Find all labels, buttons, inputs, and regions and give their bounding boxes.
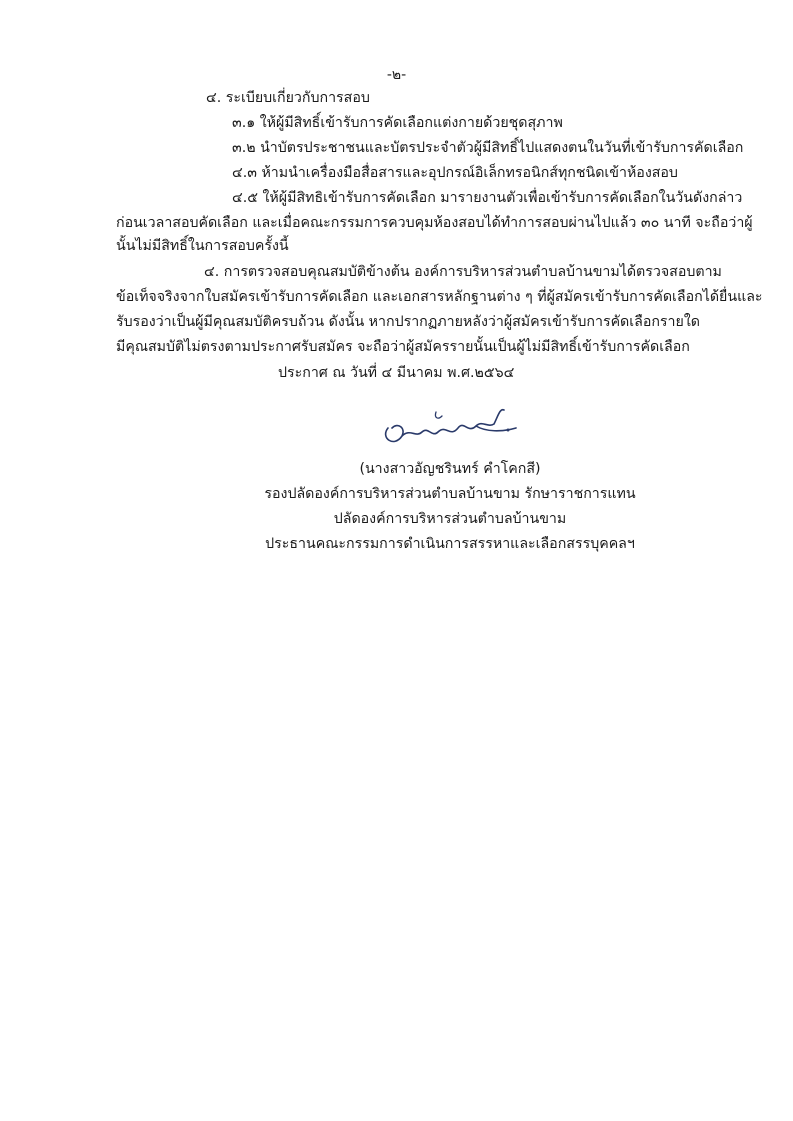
signature-mark <box>376 398 536 458</box>
paragraph-line: ๔. การตรวจสอบคุณสมบัติข้างต้น องค์การบริหารส่วนตำบลบ้านขามได้ตรวจสอบตาม <box>204 264 722 280</box>
list-item: ๓.๑ ให้ผู้มีสิทธิ์เข้ารับการคัดเลือกแต่งกายด้วยชุดสุภาพ <box>232 115 563 131</box>
page-number: -๒- <box>386 67 407 83</box>
paragraph-line: ข้อเท็จจริงจากใบสมัครเข้ารับการคัดเลือก และเอกสารหลักฐานต่าง ๆ ที่ผู้สมัครเข้ารับการคัดเลือกได้ยื่นและ <box>116 289 763 305</box>
signatory-position: รองปลัดองค์การบริหารส่วนตำบลบ้านขาม รักษาราชการแทน <box>264 486 636 502</box>
paragraph-line: มีคุณสมบัติไม่ตรงตามประกาศรับสมัคร จะถือว่าผู้สมัครรายนั้นเป็นผู้ไม่มีสิทธิ์เข้ารับการคัดเลือก <box>116 339 690 355</box>
paragraph-line: ๔.๕ ให้ผู้มีสิทธิเข้ารับการคัดเลือก มารายงานตัวเพื่อเข้ารับการคัดเลือกในวันดังกล่าว <box>232 190 743 206</box>
list-item: ๓.๒ นำบัตรประชาชนและบัตรประจำตัวผู้มีสิทธิ์ไปแสดงตนในวันที่เข้ารับการคัดเลือก <box>232 140 744 156</box>
announcement-date: ประกาศ ณ วันที่ ๔ มีนาคม พ.ศ.๒๕๖๔ <box>278 365 515 381</box>
section-heading: ๔. ระเบียบเกี่ยวกับการสอบ <box>206 90 370 106</box>
paragraph-line: รับรองว่าเป็นผู้มีคุณสมบัติครบถ้วน ดังนั้น หากปรากฏภายหลังว่าผู้สมัครเข้ารับการคัดเลือกรายใด <box>116 314 700 330</box>
list-item: ๔.๓ ห้ามนำเครื่องมือสื่อสารและอุปกรณ์อิเล็กทรอนิกส์ทุกชนิดเข้าห้องสอบ <box>232 165 678 181</box>
signatory-position: ประธานคณะกรรมการดำเนินการสรรหาและเลือกสรรบุคคลฯ <box>265 536 635 552</box>
signatory-name: (นางสาวอัญชรินทร์ คำโคกสี) <box>359 461 541 477</box>
paragraph-line: นั้นไม่มีสิทธิ์ในการสอบครั้งนี้ <box>116 238 289 254</box>
signatory-position: ปลัดองค์การบริหารส่วนตำบลบ้านขาม <box>333 511 567 527</box>
paragraph-line: ก่อนเวลาสอบคัดเลือก และเมื่อคณะกรรมการควบคุมห้องสอบได้ทำการสอบผ่านไปแล้ว ๓๐ นาที จะถือว่าผู้ <box>116 215 753 231</box>
